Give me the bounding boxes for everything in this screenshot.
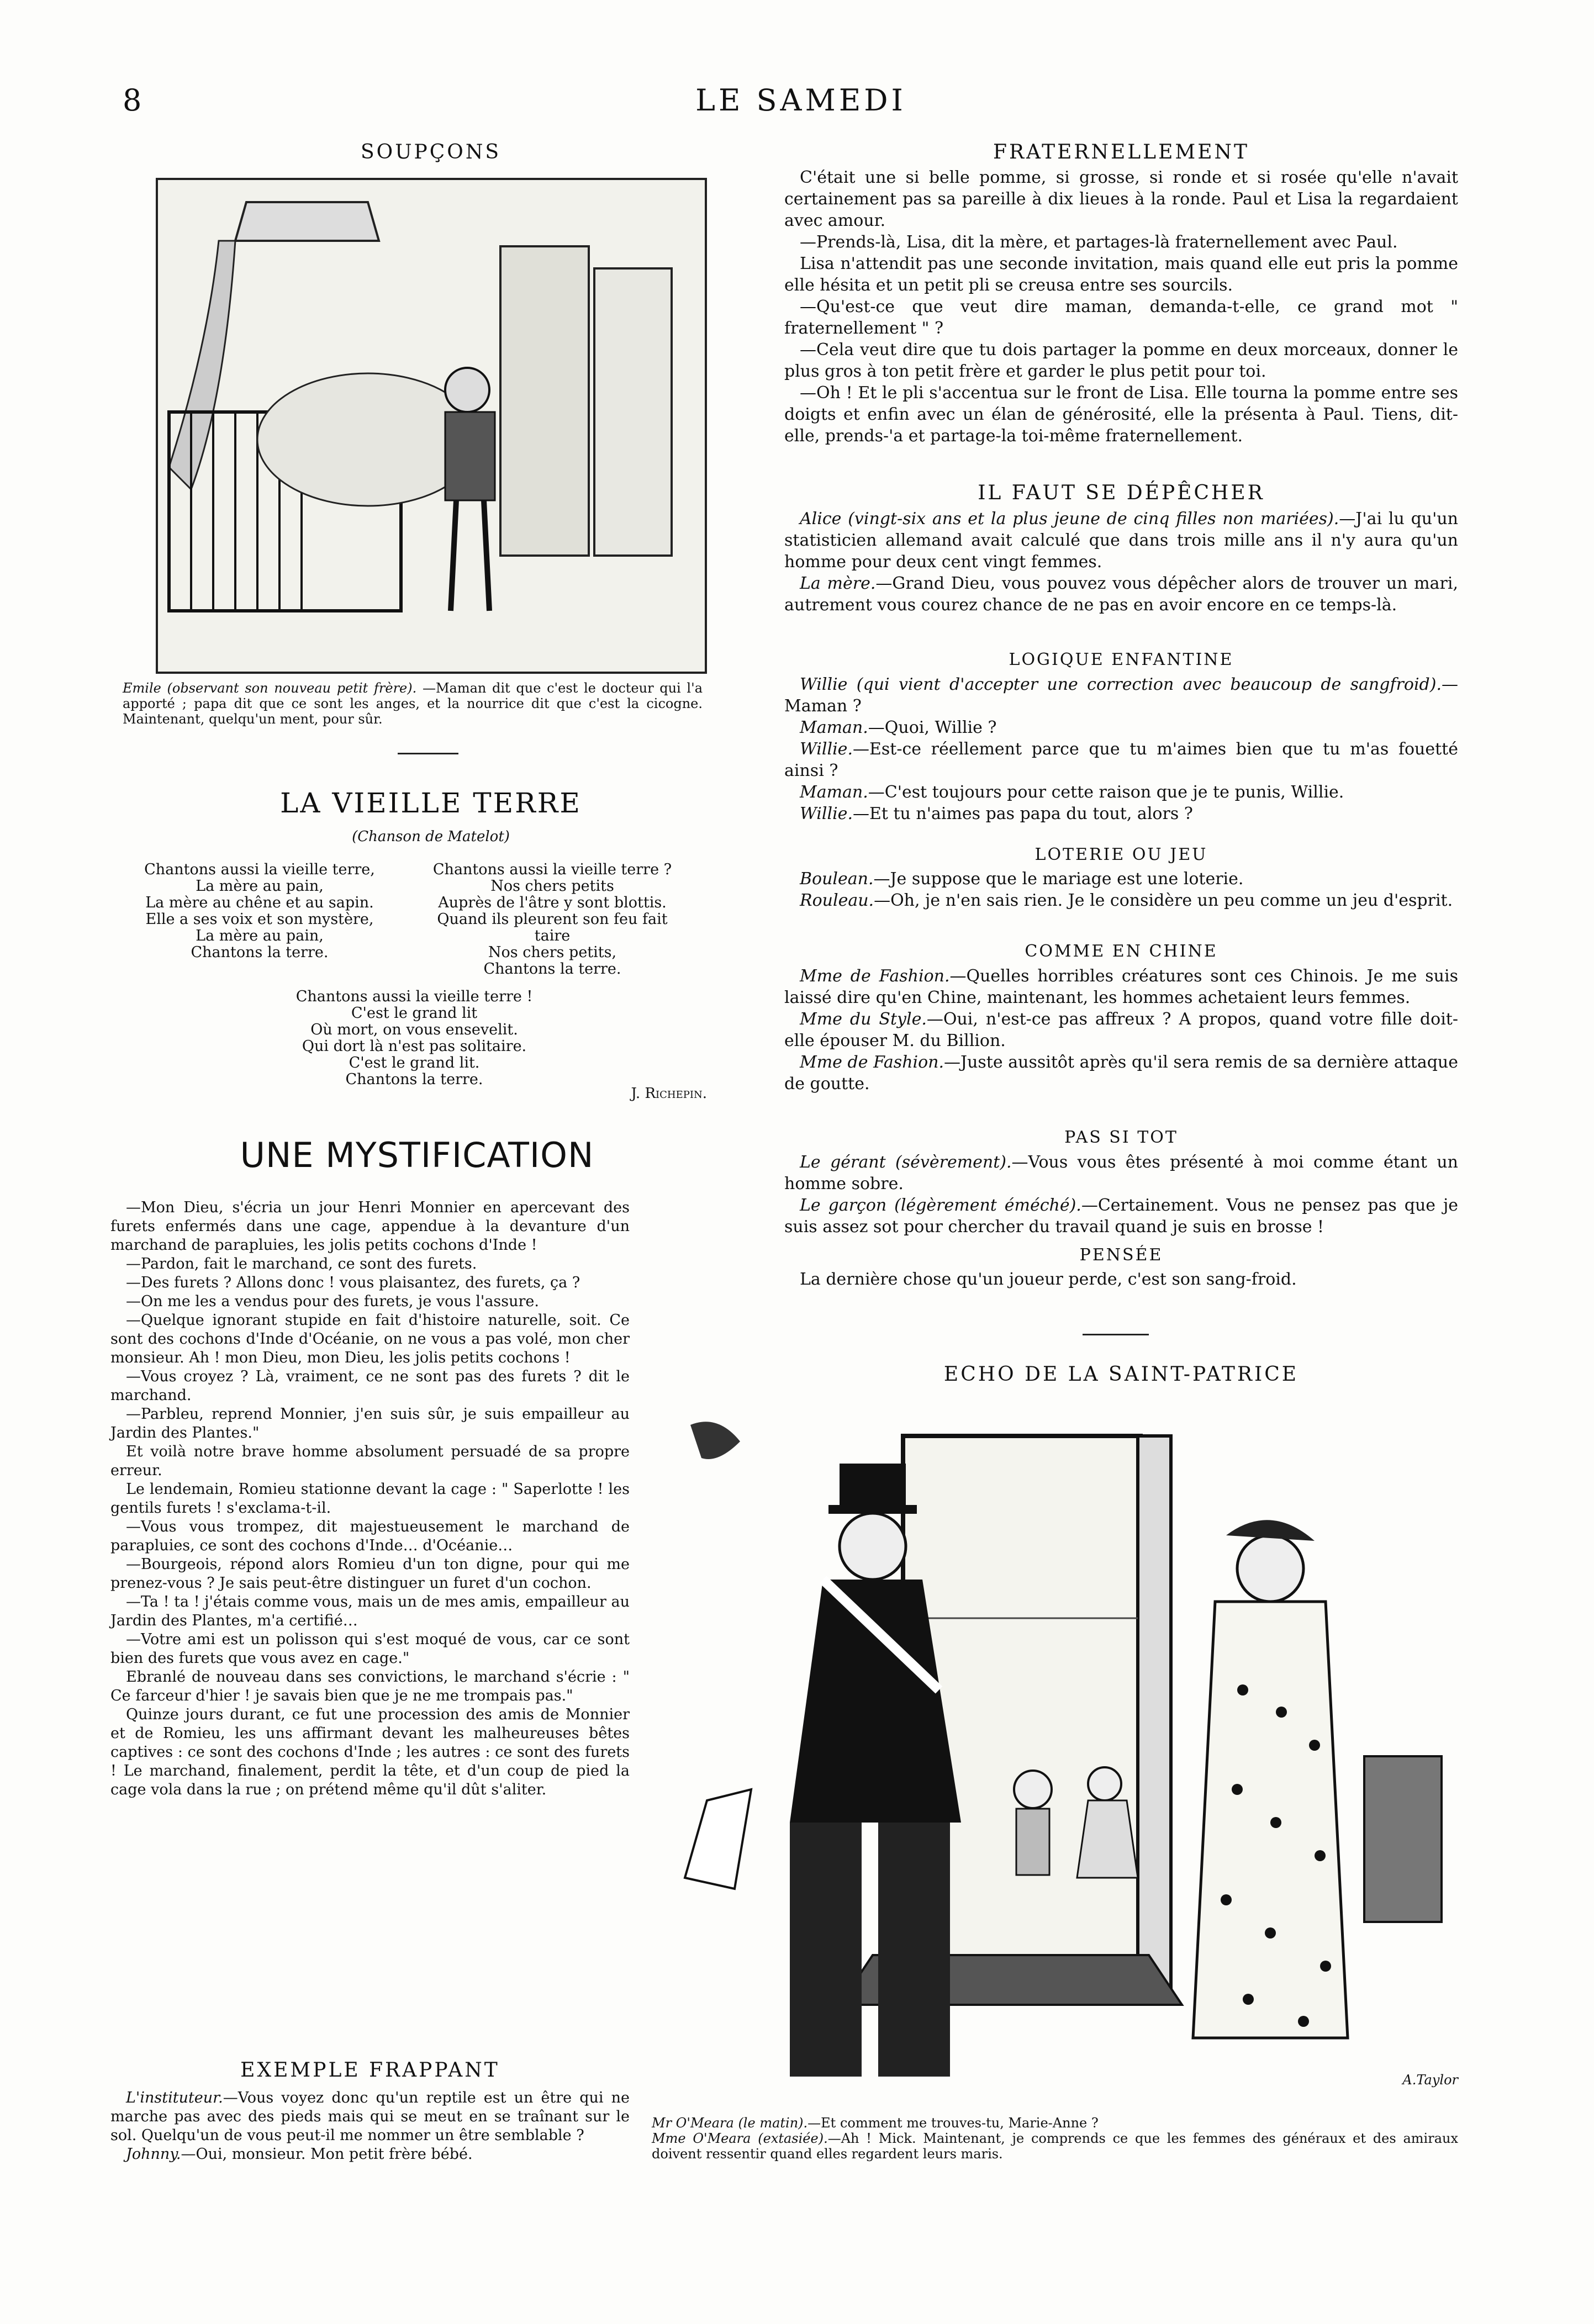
poem-author: J. Richepin. [631,1085,707,1102]
logique-title: LOGIQUE ENFANTINE [1009,650,1234,669]
soupcons-title: SOUPÇONS [361,141,501,163]
echo-illustration [652,1403,1458,2104]
caption-text: —Maman dit que c'est le docteur qui l'a apporté ; papa dit que ce sont les anges, et la nourrice dit que c'est la cicogne. Maintenant, quelqu'un ment, pour sûr. [123,680,703,727]
soupcons-caption [123,680,703,727]
echo-caption-line-2: Mme O'Meara (extasiée).—Ah ! Mick. Maintenant, je comprends ce que les femmes des généraux et des amiraux doivent ressentir quand elles regardent leurs maris. [652,2131,1458,2162]
loterie-body: Boulean.—Je suppose que le mariage est une loterie. Rouleau.—Oh, je n'en sais rien. Je le considère un peu comme un jeu d'esprit. [800,869,1453,910]
pas-si-tot-body: Le gérant (sévèrement).—Vous vous êtes présenté à moi comme étant un homme sobre. Le garçon (légèrement éméché).—Certainement. Vous ne pensez pas que je suis assez sot pour chercher du travail quand je suis en brosse ! [784,1153,1459,1237]
pensee-body: La dernière chose qu'un joueur perde, c'est son sang-froid. [800,1270,1297,1289]
chine-title: COMME EN CHINE [1025,942,1218,961]
page-number: 8 [123,83,145,118]
poem-stanza-2: Chantons aussi la vieille terre ? Nos chers petits Auprès de l'âtre y sont blottis. Quand ils pleurent son feu fait taire Nos chers petits, Chantons la terre. [432,861,672,978]
poem-stanza-3: Chantons aussi la vieille terre ! C'est le grand lit Où mort, on vous ensevelit. Qui dort là n'est pas solitaire. C'est le grand lit. Chantons la terre. [295,988,533,1088]
poem-stanza-1: Chantons aussi la vieille terre, La mère au pain, La mère au chêne et au sapin. Elle a ses voix et son mystère, La mère au pain, Chantons la terre. [144,861,375,961]
depecher-body: Alice (vingt-six ans et la plus jeune de cinq filles non mariées).—J'ai lu qu'un statisticien allemand avait calculé que dans trois mille ans il n'y aura qu'un homme pour deux cent vingt femmes. La mère.—Grand Dieu, vous pouvez vous dépêcher alors de trouver un mari, autrement vous courez chance de ne pas en avoir encore en ce temps-là. [784,509,1458,615]
logique-body: Willie (qui vient d'accepter une correction avec beaucoup de sangfroid).—Maman ? Maman.—Quoi, Willie ? Willie.—Est-ce réellement parce que tu m'aimes bien que tu m'as fouetté ainsi ? Maman.—C'est toujours pour cette raison que je te punis, Willie. Willie.—Et tu n'aimes pas papa du tout, alors ? [784,675,1458,823]
fraternellement-body: C'était une si belle pomme, si grosse, si ronde et si rosée qu'elle n'avait certainement pas sa pareille à dix lieues à la ronde. Paul et Lisa la regardaient avec amour. —Prends-là, Lisa, dit la mère, et partages-là fraternellement avec Paul. Lisa n'attendit pas une seconde invitation, mais quand elle eut pris la pomme elle hésita et un petit pli se creusa entre ses sourcils. —Qu'est-ce que veut dire maman, demanda-t-elle, ce grand mot " fraternellement " ? —Cela veut dire que tu dois partager la pomme en deux morceaux, donner le plus gros à ton petit frère et garder le plus petit pour toi. —Oh ! Et le pli s'accentua sur le front de Lisa. Elle tourna la pomme entre ses doigts et enfin avec un élan de générosité, elle la présenta à Paul. Tiens, dit-elle, prends-'a et partage-la toi-même fraternellement. [784,168,1458,446]
echo-caption [652,2115,1458,2162]
fraternellement-title: FRATERNELLEMENT [993,141,1250,163]
divider [1083,1334,1149,1335]
echo-caption-line-1: Mr O'Meara (le matin).—Et comment me trouves-tu, Marie-Anne ? [652,2115,1099,2131]
mystification-title: UNE MYSTIFICATION [240,1135,594,1175]
echo-title: ECHO DE LA SAINT-PATRICE [943,1363,1299,1386]
vieille-terre-title: LA VIEILLE TERRE [280,787,582,819]
vieille-terre-subtitle: (Chanson de Matelot) [352,828,510,845]
echo-signature: A.Taylor [1402,2072,1458,2088]
pas-si-tot-title: PAS SI TOT [1064,1128,1178,1147]
exemple-body: L'instituteur.—Vous voyez donc qu'un reptile est un être qui ne marche pas avec des pieds mais qui se meut en se traînant sur le sol. Quelqu'un de vous peut-il me nommer un être semblable ? Johnny.—Oui, monsieur. Mon petit frère bébé. [110,2089,630,2163]
soupcons-illustration [156,178,707,674]
pensee-title: PENSÉE [1079,1245,1163,1265]
exemple-title: EXEMPLE FRAPPANT [240,2059,500,2082]
journal-title: LE SAMEDI [695,83,906,118]
mystification-body: —Mon Dieu, s'écria un jour Henri Monnier en apercevant des furets enfermés dans une cage, appendue à la devanture d'un marchand de parapluies, les jolis petits cochons d'Inde ! —Pardon, fait le marchand, ce sont des furets. —Des furets ? Allons donc ! vous plaisantez, des furets, ça ? —On me les a vendus pour des furets, je vous l'assure. —Quelque ignorant stupide en fait d'histoire naturelle, soit. Ce sont des cochons d'Inde d'Océanie, on ne vous a pas volé, mon cher monsieur. Ah ! mon Dieu, mon Dieu, les jolis petits cochons ! —Vous croyez ? Là, vraiment, ce ne sont pas des furets ? dit le marchand. —Parbleu, reprend Monnier, j'en suis sûr, je suis empailleur au Jardin des Plantes." Et voilà notre brave homme absolument persuadé de sa propre erreur. Le lendemain, Romieu stationne devant la cage : " Saperlotte ! les gentils furets ! s'exclama-t-il. —Vous vous trompez, dit majestueusement le marchand de parapluies, ce sont des cochons d'Inde… d'Océanie… —Bourgeois, répond alors Romieu d'un ton digne, pour qui me prenez-vous ? Je sais peut-être distinguer un furet d'un cochon. —Ta ! ta ! j'étais comme vous, mais un de mes amis, empailleur au Jardin des Plantes, m'a certifié… —Votre ami est un polisson qui s'est moqué de vous, car ce sont bien des furets que vous avez en cage." Ebranlé de nouveau dans ses convictions, le marchand s'écrie : " Ce farceur d'hier ! je savais bien que je ne me trompais pas." Quinze jours durant, ce fut une procession des amis de Monnier et de Romieu, les uns affirmant devant les malheureuses bêtes captives : ce sont des cochons d'Inde ; les autres : ce sont des furets ! Le marchand, finalement, perdit la tête, et d'un coup de pied la cage vola dans la rue ; on prétend même qu'il dût s'aliter. [110,1199,630,1798]
depecher-title: IL FAUT SE DÉPÊCHER [978,482,1265,504]
loterie-title: LOTERIE OU JEU [1034,845,1208,864]
caption-speaker: Emile (observant son nouveau petit frère). [123,680,417,696]
divider [398,753,458,754]
chine-body: Mme de Fashion.—Quelles horribles créatures sont ces Chinois. Je me suis laissé dire qu'en Chine, maintenant, les hommes achetaient leurs femmes. Mme du Style.—Oui, n'est-ce pas affreux ? A propos, quand votre fille doit-elle épouser M. du Billion. Mme de Fashion.—Juste aussitôt après qu'il sera remis de sa dernière attaque de goutte. [784,966,1458,1094]
